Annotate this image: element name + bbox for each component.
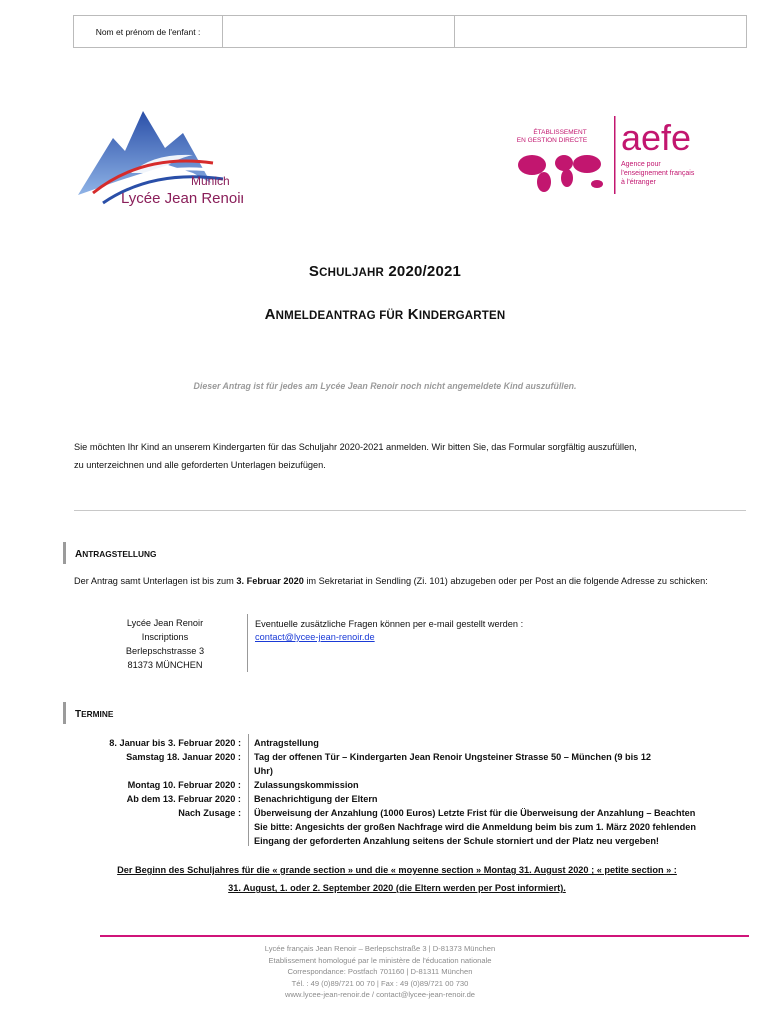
termine-events: Antragstellung Tag der offenen Tür – Kindergarten Jean Renoir Ungsteiner Strasse 50 – München (9 bis 12 Uhr) Zulassungskommission Benachrichtigung der Eltern Überweisung der Anzahlung (1000 Euros) Letzte Frist für die Überweisung der Anzahlung – Beachten Sie bitte: Angesichts der großen Nachfrage wird die Anmeldung beim bis zum 1. März 2020 fehlenden Eingang der geforderten Anzahlung seitens der Schule storniert und der Platz neu vergeben! [254, 738, 696, 846]
child-name-label: Nom et prénom de l'enfant : [74, 16, 223, 47]
aefe-brand: aefe [621, 117, 692, 158]
heading-termine: TERMINE [63, 702, 113, 724]
aefe-tag-2: EN GESTION DIRECTE [516, 137, 588, 144]
title-anmeldeantrag: ANMELDEANTRAG FÜR KINDERGARTEN [264, 306, 506, 323]
footer-line-5: www.lycee-jean-renoir.de / contact@lycee-jean-renoir.de [284, 990, 476, 999]
lycee-logo-graphic [73, 103, 243, 218]
footer-line-2: Etablissement homologué par le ministère de l'éducation nationale [268, 955, 492, 965]
subtitle-note: Dieser Antrag ist für jedes am Lycée Jean Renoir noch nicht angemeldete Kind auszufüllen. [193, 381, 577, 391]
antrag-paragraph: Der Antrag samt Unterlagen ist bis zum 3. Februar 2020 im Sekretariat in Sendling (Zi. 101) abzugeben oder per Post an die folgende Adresse zu schicken: [74, 576, 708, 586]
aefe-desc-1: Agence pour [621, 161, 661, 168]
world-map-icon [518, 155, 603, 192]
aefe-tag-1: ÉTABLISSEMENT [533, 129, 587, 136]
footer [100, 943, 660, 1001]
footer-line-4: Tél. : 49 (0)89/721 00 70 | Fax : 49 (0)89/721 00 730 [291, 978, 469, 988]
school-start-note: Der Beginn des Schuljahres für die « grande section » und die « moyenne section » Montag 31. August 2020 ; « petite section » : 31. August, 1. oder 2. September 2020 (die Eltern werden per Post informiert). [117, 865, 677, 893]
contact-email-link[interactable]: contact@lycee-jean-renoir.de [255, 632, 375, 642]
footer-rule [100, 935, 749, 937]
divider [74, 510, 746, 511]
child-name-table [73, 15, 747, 48]
address-divider [247, 614, 248, 672]
termine-dates: 8. Januar bis 3. Februar 2020 : Samstag 18. Januar 2020 : Montag 10. Februar 2020 : Ab dem 13. Februar 2020 : Nach Zusage : [109, 738, 241, 818]
aefe-logo [504, 108, 744, 200]
postal-address: Lycée Jean Renoir Inscriptions Berlepschstrasse 3 81373 MÜNCHEN [125, 618, 205, 670]
logo-munich: Munich [191, 174, 230, 188]
contact-info: Eventuelle zusätzliche Fragen können per e-mail gestellt werden : contact@lycee-jean-renoir.de [255, 619, 524, 642]
aefe-desc-2: l'enseignement français [621, 170, 695, 177]
child-name-field[interactable] [223, 16, 455, 47]
footer-line-1: Lycée français Jean Renoir – Berlepschstraße 3 | D-81373 München [264, 944, 496, 953]
termine-divider [248, 734, 249, 846]
lycee-logo [73, 103, 243, 218]
aefe-desc-3: à l'étranger [621, 179, 656, 186]
footer-line-3: Correspondance: Postfach 701160 | D-81311 München [287, 967, 473, 976]
title-schuljahr: SCHULJAHR 2020/2021 [308, 263, 462, 280]
child-name-field-extra[interactable] [455, 16, 746, 47]
logo-lycee-name: Lycée Jean Renoir [121, 190, 243, 207]
heading-antragstellung: ANTRAGSTELLUNG [63, 542, 156, 564]
aefe-logo-graphic [504, 108, 744, 200]
intro-paragraph: Sie möchten Ihr Kind an unserem Kindergarten für das Schuljahr 2020-2021 anmelden. Wir bitten Sie, das Formular sorgfältig auszufüllen, zu unterzeichnen und alle geforderten Unterlagen beizufügen. [74, 442, 637, 470]
